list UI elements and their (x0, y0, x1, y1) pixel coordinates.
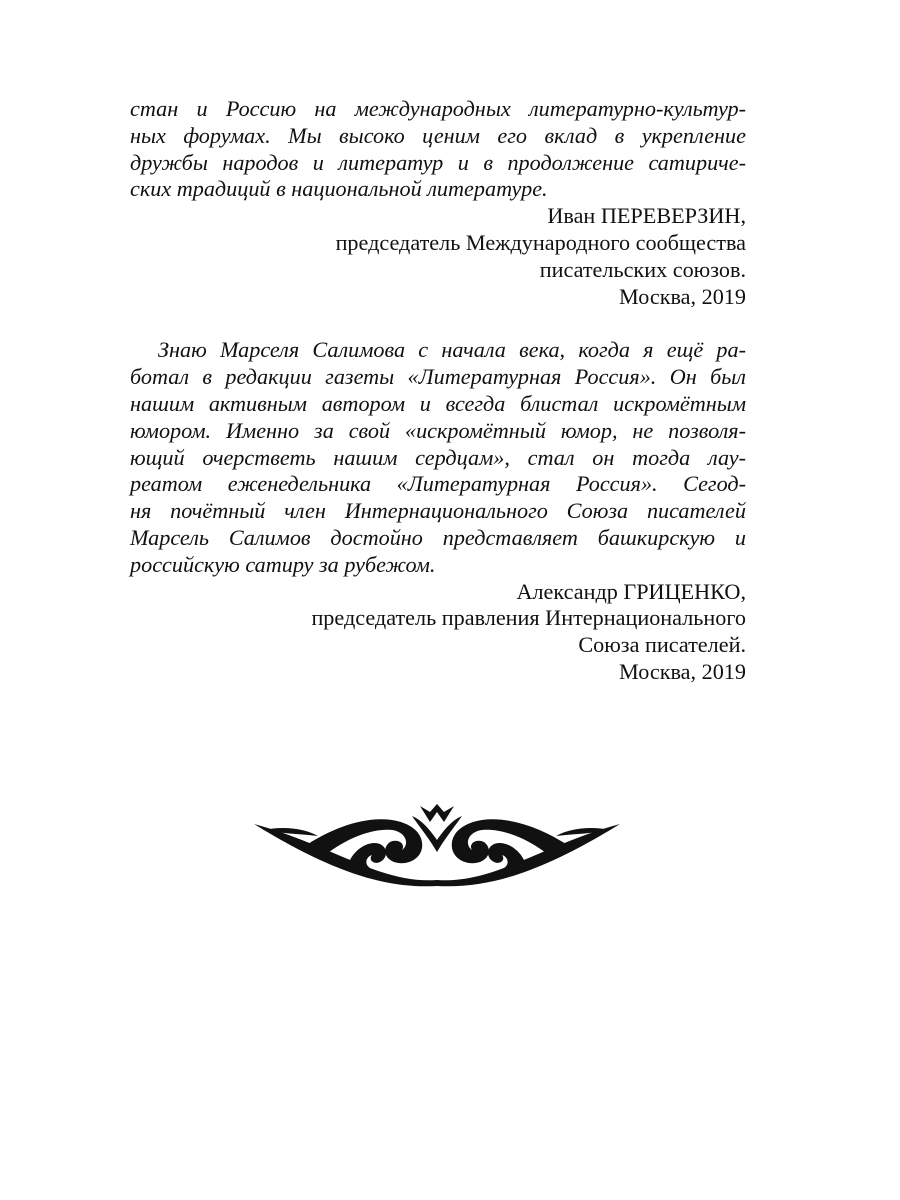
signature-title: председатель Международного сообщества (335, 229, 746, 255)
paragraph-line: Марсель Салимов достойно представляет башкирскую и (130, 524, 746, 550)
paragraph-line: Знаю Марселя Салимова с начала века, когда я ещё ра- (158, 337, 746, 363)
page-content (130, 96, 746, 686)
signature-place-date: Москва, 2019 (619, 283, 746, 309)
testimonial-paragraph (130, 96, 746, 203)
tribal-ornament-icon (252, 800, 622, 890)
paragraph-line: нашим активным автором и всегда блистал искромётным (130, 390, 746, 416)
signature-author: Александр ГРИЦЕНКО, (516, 578, 746, 604)
signature-title: председатель правления Интернационального (311, 605, 746, 631)
signature-place-date: Москва, 2019 (619, 658, 746, 684)
paragraph-line: ботал в редакции газеты «Литературная Россия». Он был (130, 364, 746, 390)
signature (130, 203, 746, 310)
paragraph-line: российскую сатиру за рубежом. (130, 551, 436, 577)
paragraph-line: дружбы народов и литератур и в продолжение сатириче- (130, 149, 746, 175)
testimonial-paragraph (130, 337, 746, 578)
paragraph-line: ющий очерстветь нашим сердцам», стал он тогда лау- (130, 444, 746, 470)
testimonial-block-1 (130, 96, 746, 310)
paragraph-line: юмором. Именно за свой «искромётный юмор, не позволя- (130, 417, 746, 443)
paragraph-line: ских традиций в национальной литературе. (130, 176, 548, 202)
signature-title: Союза писателей. (578, 632, 746, 658)
paragraph-line: стан и Россию на международных литературно-культур- (130, 96, 746, 121)
paragraph-line: ня почётный член Интернационального Союза писателей (130, 498, 746, 524)
testimonial-block-2 (130, 337, 746, 685)
signature-title: писательских союзов. (539, 256, 746, 282)
signature-author: Иван ПЕРЕВЕРЗИН, (547, 203, 746, 229)
paragraph-line: ных форумах. Мы высоко ценим его вклад в укрепление (130, 122, 746, 148)
signature (130, 579, 746, 686)
paragraph-line: реатом еженедельника «Литературная Россия». Сегод- (130, 471, 746, 497)
